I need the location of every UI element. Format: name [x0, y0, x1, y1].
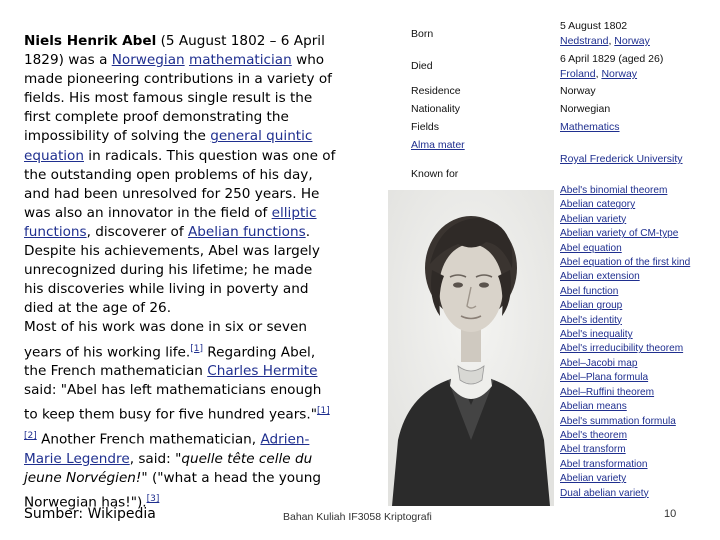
link-norway-died[interactable]: Norway	[601, 68, 638, 80]
work-text: said: "Abel has left mathematicians enough to keep them busy for five hundred years."	[24, 382, 322, 423]
person-name: Niels Henrik Abel	[24, 33, 157, 49]
ref-1b[interactable]: [1]	[316, 406, 330, 417]
separator: ,	[595, 68, 602, 80]
main-text	[24, 32, 336, 512]
ref-2[interactable]: [2]	[24, 430, 37, 441]
known-for-item[interactable]	[560, 270, 710, 284]
known-for-item[interactable]	[560, 458, 710, 472]
known-for-link[interactable]: Abelian means	[560, 401, 627, 413]
label-born: Born	[411, 28, 434, 40]
known-for-item[interactable]	[560, 328, 710, 342]
label-alma-mater[interactable]	[411, 139, 465, 152]
known-for-item[interactable]	[560, 184, 710, 198]
link-elliptic-functions[interactable]: elliptic functions	[24, 204, 317, 240]
intro-text: , discoverer of	[86, 223, 188, 240]
known-for-item[interactable]	[560, 256, 710, 270]
link-royal-frederick-university[interactable]: Royal Frederick University	[560, 153, 683, 165]
known-for-link[interactable]: Abelian group	[560, 300, 623, 312]
page-number: 10	[664, 508, 677, 520]
known-for-link[interactable]: Abel's identity	[560, 314, 622, 326]
known-for-item[interactable]	[560, 357, 710, 371]
known-for-link[interactable]: Abel's theorem	[560, 429, 628, 441]
alma-mater-value[interactable]	[560, 153, 683, 166]
known-for-list	[560, 184, 710, 501]
intro-text: in radicals. This question was one of the outstanding open problems of his day, and had been unresolved for 250 years. He was also an innovator in the field of	[24, 147, 336, 221]
fields-value[interactable]	[560, 121, 620, 134]
known-for-item[interactable]	[560, 400, 710, 414]
link-norwegian[interactable]: Norwegian	[111, 52, 185, 69]
known-for-item[interactable]	[560, 227, 710, 241]
work-text: Most of his work was done in six or seven years of his working life.	[24, 319, 307, 361]
intro-text: who made pioneering contributions in a variety of fields. His most famous single result is the first complete proof demonstrating the impossibility of solving the	[24, 52, 332, 145]
footer-course-title: Bahan Kuliah IF3058 Kriptografi	[283, 511, 432, 523]
known-for-link[interactable]: Abel's inequality	[560, 329, 633, 341]
label-residence: Residence	[411, 85, 461, 97]
known-for-item[interactable]	[560, 487, 710, 501]
died-place	[560, 68, 637, 81]
known-for-item[interactable]	[560, 314, 710, 328]
known-for-item[interactable]	[560, 429, 710, 443]
known-for-item[interactable]	[560, 371, 710, 385]
known-for-link[interactable]: Abelian variety of CM-type	[560, 228, 679, 240]
known-for-link[interactable]: Abel's irreducibility theorem	[560, 343, 684, 355]
intro-text: . Despite his achievements, Abel was largely unrecognized during his lifetime; he made his discoveries while living in poverty and died at the age of 26.	[24, 223, 320, 317]
known-for-link[interactable]: Dual abelian variety	[560, 487, 649, 499]
known-for-link[interactable]: Abel–Ruffini theorem	[560, 386, 655, 398]
known-for-item[interactable]	[560, 342, 710, 356]
known-for-item[interactable]	[560, 386, 710, 400]
label-nationality: Nationality	[411, 103, 461, 115]
alma-mater-link[interactable]: Alma mater	[411, 139, 465, 151]
portrait-image	[388, 190, 554, 506]
french-quote: quelle tête celle du jeune Norvégien!	[24, 450, 313, 486]
nationality-value: Norwegian	[560, 103, 611, 115]
link-charles-hermite[interactable]: Charles Hermite	[207, 363, 318, 380]
work-paragraph	[24, 318, 336, 512]
intro-text: (5 August 1802 – 6 April 1829) was a	[24, 33, 325, 69]
link-abelian-functions[interactable]: Abelian functions	[187, 223, 306, 240]
known-for-link[interactable]: Abel equation	[560, 242, 622, 254]
known-for-link[interactable]: Abel transform	[560, 444, 626, 456]
link-norway-born[interactable]: Norway	[614, 35, 650, 47]
known-for-link[interactable]: Abel transformation	[560, 458, 648, 470]
ref-1[interactable]: [1]	[190, 343, 203, 354]
known-for-link[interactable]: Abelian variety	[560, 213, 627, 225]
label-died: Died	[411, 60, 433, 72]
work-text: , said: "	[129, 450, 182, 467]
known-for-item[interactable]	[560, 299, 710, 313]
known-for-item[interactable]	[560, 285, 710, 299]
link-adrien-marie-legendre[interactable]: Adrien-Marie Legendre	[24, 431, 310, 467]
portrait-icon	[388, 190, 554, 506]
known-for-link[interactable]: Abelian variety	[560, 473, 627, 485]
work-text: Another French mathematician,	[36, 431, 261, 448]
work-text: Regarding Abel, the French mathematician	[24, 344, 316, 380]
ref-3[interactable]: [3]	[146, 493, 160, 504]
source-label: Sumber: Wikipedia	[24, 506, 156, 522]
known-for-item[interactable]	[560, 213, 710, 227]
known-for-item[interactable]	[560, 198, 710, 212]
link-nedstrand[interactable]: Nedstrand	[560, 35, 609, 47]
link-mathematics[interactable]: Mathematics	[560, 121, 620, 133]
known-for-link[interactable]: Abel–Jacobi map	[560, 357, 638, 369]
intro-paragraph	[24, 32, 336, 318]
known-for-link[interactable]: Abel equation of the first kind	[560, 257, 691, 269]
separator: ,	[608, 35, 615, 47]
born-date: 5 August 1802	[560, 20, 628, 32]
label-fields: Fields	[411, 121, 440, 133]
known-for-link[interactable]: Abel's summation formula	[560, 415, 676, 427]
link-mathematician[interactable]: mathematician	[188, 52, 292, 69]
link-froland[interactable]: Froland	[560, 68, 596, 80]
known-for-link[interactable]: Abel's binomial theorem	[560, 185, 668, 196]
known-for-item[interactable]	[560, 443, 710, 457]
known-for-item[interactable]	[560, 415, 710, 429]
known-for-item[interactable]	[560, 472, 710, 486]
link-general-quintic[interactable]: general quintic equation	[24, 128, 313, 164]
died-date: 6 April 1829 (aged 26)	[560, 53, 664, 65]
known-for-item[interactable]	[560, 242, 710, 256]
known-for-link[interactable]: Abelian extension	[560, 271, 640, 283]
born-place	[560, 35, 650, 48]
residence-value: Norway	[560, 85, 596, 97]
known-for-link[interactable]: Abel function	[560, 285, 619, 297]
known-for-link[interactable]: Abelian category	[560, 199, 636, 211]
work-text: " ("what a head the young Norwegian has!").	[24, 469, 321, 511]
known-for-link[interactable]: Abel–Plana formula	[560, 372, 649, 384]
label-known-for: Known for	[411, 168, 459, 180]
